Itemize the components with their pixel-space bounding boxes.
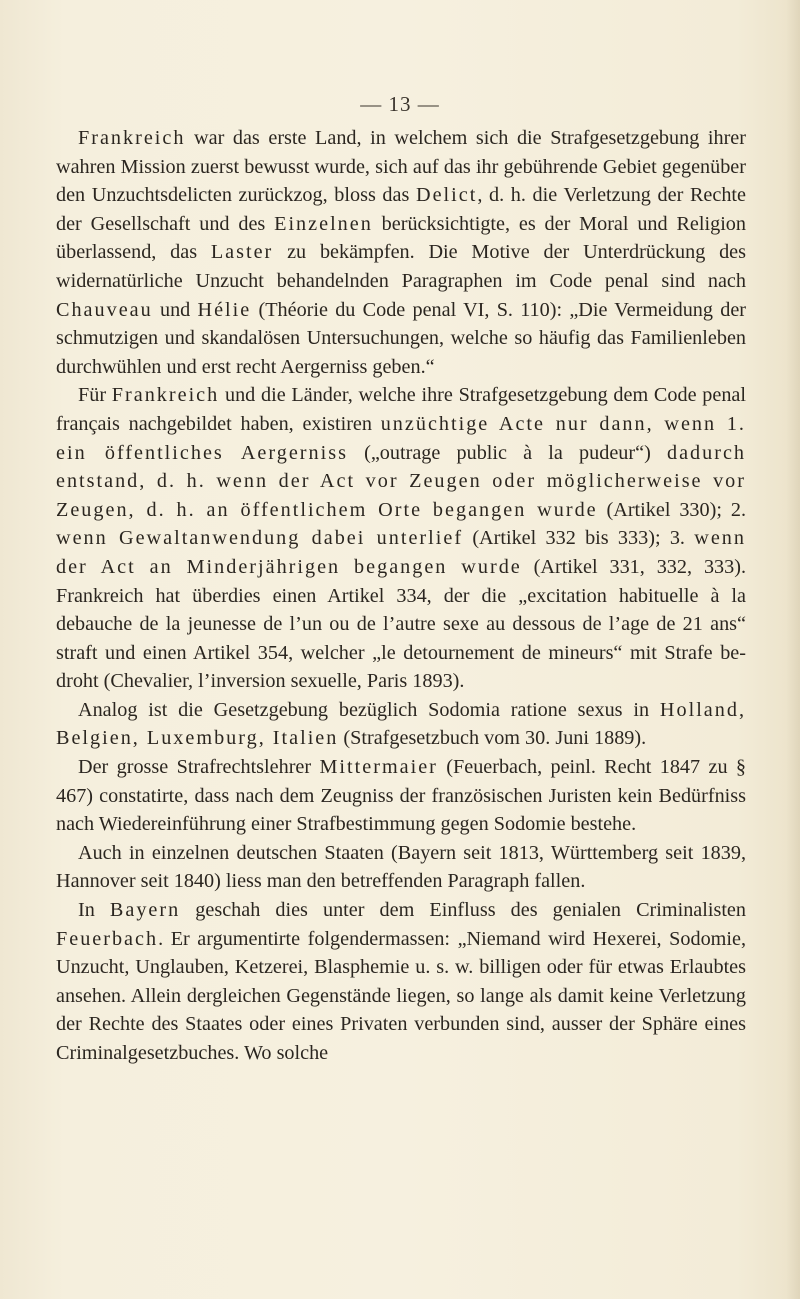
- text-segment: In: [78, 899, 110, 922]
- text-segment: (Théorie du Code penal VI, S. 110): „Die Vermeidung der schmutzigen und skandalösen Untersuchungen, welche so häufig das Familienleben durchwühlen und erst recht Aergerniss geben.“: [56, 298, 747, 378]
- text-segment: zu bekämpfen. Die Motive der Unterdrückung des widernatürliche Unzucht behandelnden Paragraphen im Code penal sind nach: [56, 241, 746, 292]
- page-number: — 13 —: [360, 92, 440, 116]
- text-segment: und die Länder, welche ihre Strafgesetzgebung dem Code penal français nachgebildet haben, existiren: [56, 384, 747, 435]
- emphasized-text: Hélie: [197, 298, 252, 321]
- emphasized-text: wenn Gewaltanwendung dabei unterlief: [56, 527, 464, 550]
- text-segment: Für: [78, 384, 112, 407]
- page-edge-shadow: [786, 0, 800, 1299]
- emphasized-text: Einzelnen: [274, 212, 373, 235]
- text-segment: (Feuerbach, peinl. Recht 1847 zu § 467) constatirte, dass nach dem Zeugniss der französischen Juristen kein Bedürfniss nach Wiedereinführung einer Strafbestimmung gegen Sodomie bestehe.: [56, 756, 746, 836]
- paragraph: [56, 124, 746, 381]
- emphasized-text: Laster: [210, 241, 274, 264]
- text-segment: . Er argumentirte folgendermassen: „Niemand wird Hexerei, Sodomie, Unzucht, Unglauben, Ketzerei, Blasphemie u. s. w. billigen oder für etwas Erlaubtes ansehen. Allein dergleichen Gegenstände liegen, so lange als damit keine Verletzung der Rechte des Staates oder eines Privaten verbunden sind, ausser der Sphäre eines Criminalgesetzbuches. Wo solche: [56, 927, 746, 1064]
- text-segment: („outrage public à la pudeur“): [347, 441, 667, 464]
- text-segment: , d. h. die Verletzung der Rechte der Gesellschaft und des: [56, 184, 746, 235]
- emphasized-text: unzüchtige Acte nur dann, wenn 1. ein öffentliches Aergerniss: [56, 412, 746, 464]
- emphasized-text: wenn der Act an Minderjährigen begangen wurde: [56, 527, 746, 578]
- text-segment: (Artikel 331, 332, 333). Frankreich hat überdies einen Artikel 334, der die „excitation habituelle à la debauche de la jeunesse de l’un ou de l’autre sexe au dessous de l’age de 21 ans“ straft und einen Artikel 354, welcher „le detournement de mineurs“ mit Strafe bedroht (Chevalier, l’inversion sexuelle, Paris 1893).: [56, 555, 746, 693]
- paragraph: [56, 896, 746, 1068]
- text-segment: und: [152, 298, 198, 321]
- emphasized-text: Frankreich: [111, 384, 220, 407]
- emphasized-text: Bayern: [109, 899, 181, 922]
- paragraph: [56, 839, 746, 896]
- text-segment: Auch in einzelnen deutschen Staaten (Bayern seit 1813, Württemberg seit 1839, Hannover seit 1840) liess man den betreffenden Paragraph fallen.: [56, 841, 746, 893]
- emphasized-text: Frankreich: [78, 127, 186, 149]
- text-segment: berücksichtigte, es der Moral und Religion überlassend, das: [56, 212, 746, 264]
- emphasized-text: Feuerbach: [56, 927, 159, 950]
- text-segment: Analog ist die Gesetzgebung bezüglich Sodomia ratione sexus in: [78, 698, 660, 721]
- emphasized-text: Mittermaier: [319, 756, 438, 779]
- body-text: [56, 124, 746, 1068]
- text-segment: geschah dies unter dem Einfluss des genialen Criminalisten: [180, 899, 746, 922]
- emphasized-text: Holland, Belgien, Luxemburg, Italien: [56, 698, 746, 750]
- text-segment: (Artikel 332 bis 333); 3.: [463, 527, 695, 550]
- text-segment: (Artikel 330); 2.: [597, 498, 746, 521]
- emphasized-text: Chauveau: [56, 298, 153, 321]
- emphasized-text: Delict: [415, 184, 478, 207]
- emphasized-text: dadurch entstand, d. h. wenn der Act vor Zeugen oder möglicherweise vor Zeugen, d. h. an öffentlichem Orte begangen wurde: [56, 441, 747, 521]
- paragraph: [56, 753, 746, 839]
- paragraph: [56, 696, 746, 753]
- text-segment: war das erste Land, in welchem sich die Strafgesetzgebung ihrer wahren Mission zuerst bewusst wurde, sich auf das ihr gebührende Gebiet gegenüber den Unzuchtsdelicten zurückzog, bloss das: [56, 127, 746, 207]
- paragraph: [56, 381, 746, 696]
- text-segment: (Strafgesetzbuch vom 30. Juni 1889).: [338, 727, 647, 750]
- text-segment: Der grosse Strafrechtslehrer: [78, 756, 320, 779]
